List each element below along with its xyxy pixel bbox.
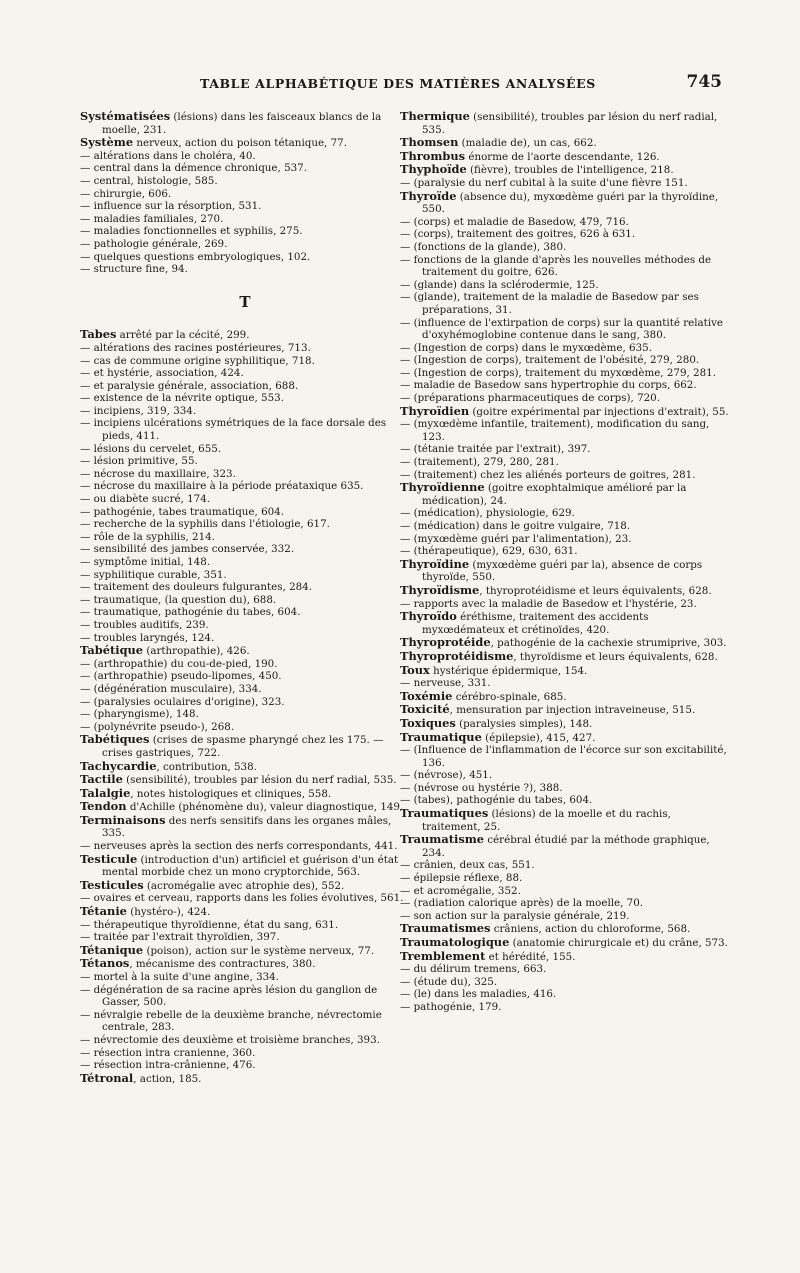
entry-text: — (myxœdème infantile, traitement), modification du sang, 123. [400, 418, 710, 443]
index-entry [400, 379, 730, 392]
index-entry [80, 892, 410, 905]
entry-text: — son action sur la paralysie générale, 219. [400, 909, 630, 922]
index-entry [80, 696, 410, 709]
entry-text: — rapports avec la maladie de Basedow et l'hystérie, 23. [400, 597, 697, 610]
index-entry [400, 963, 730, 976]
entry-text: — (Ingestion de corps), traitement du myxœdème, 279, 281. [400, 366, 716, 379]
index-entry [80, 392, 410, 405]
index-entry [80, 787, 410, 801]
index-entry [80, 1009, 410, 1034]
entry-text: — (polynévrite pseudo-), 268. [80, 720, 235, 733]
index-entry [400, 507, 730, 520]
entry-text: — (le) dans les maladies, 416. [400, 988, 557, 1001]
entry-keyword: Tendon [80, 799, 127, 814]
entry-text: — nerveuse, 331. [400, 677, 491, 690]
entry-text: — (tabes), pathogénie du tabes, 604. [400, 794, 593, 807]
index-entry [400, 136, 730, 150]
entry-keyword: Tétanie [80, 904, 127, 919]
entry-text: — crânien, deux cas, 551. [400, 859, 535, 872]
entry-text: — (Ingestion de corps), traitement de l'obésité, 279, 280. [400, 354, 700, 367]
index-entry [80, 263, 410, 276]
index-entry [400, 922, 730, 936]
index-entry [400, 1001, 730, 1014]
entry-text: énorme de l'aorte descendante, 126. [465, 150, 660, 163]
entry-text: — (myxœdème guéri par l'alimentation), 23. [400, 532, 632, 545]
index-entry [80, 480, 410, 493]
index-entry [80, 110, 410, 136]
entry-text: — (thérapeutique), 629, 630, 631. [400, 545, 578, 558]
index-entry [400, 317, 730, 342]
entry-keyword: Tabes [80, 327, 117, 342]
index-entry [80, 238, 410, 251]
entry-keyword: Testicules [80, 877, 144, 892]
index-entry [400, 533, 730, 546]
entry-text: — résection intra-crânienne, 476. [80, 1059, 256, 1072]
entry-text: — fonctions de la glande d'après les nouvelles méthodes de traitement du goitre, 626. [400, 253, 712, 279]
index-entry [400, 254, 730, 279]
entry-text: — maladie de Basedow sans hypertrophie du corps, 662. [400, 379, 697, 392]
entry-text: — chirurgie, 606. [80, 187, 172, 200]
entry-keyword: Tachycardie [80, 758, 157, 773]
entry-text: et hérédité, 155. [485, 950, 576, 963]
entry-text: — nécrose du maxillaire, 323. [80, 467, 236, 480]
index-group-t-left [80, 328, 410, 1085]
entry-keyword: Toxémie [400, 688, 453, 703]
index-entry [400, 872, 730, 885]
index-entry [80, 683, 410, 696]
entry-text: — (fonctions de la glande), 380. [400, 240, 567, 253]
entry-keyword: Terminaisons [80, 812, 166, 827]
entry-text: — (glande), traitement de la maladie de Basedow par ses préparations, 31. [400, 291, 699, 316]
entry-text: — (étude du), 325. [400, 975, 498, 988]
index-entry [400, 717, 730, 731]
index-entry [80, 443, 410, 456]
entry-text: — (influence de l'extirpation de corps) sur la quantité relative d'oxyhémoglobine contenue dans le sang, 380. [400, 316, 724, 342]
entry-text: — pathogénie, tabes traumatique, 604. [80, 505, 284, 518]
index-entry [80, 733, 410, 759]
entry-text: , thyroprotéidisme et leurs équivalents, 628. [479, 584, 712, 597]
entry-text: (introduction d'un) artificiel et guérison d'un état mental morbide chez un mono cryptorchide, 563. [102, 853, 399, 879]
entry-text: hystérique épidermique, 154. [429, 664, 588, 677]
index-entry [400, 291, 730, 316]
entry-text: (paralysies simples), 148. [455, 717, 593, 730]
index-entry [80, 506, 410, 519]
entry-keyword: Traumatisme [400, 832, 485, 847]
entry-keyword: Tétronal [80, 1070, 134, 1085]
index-entry [80, 919, 410, 932]
entry-text: — (médication) dans le goitre vulgaire, 718. [400, 520, 631, 532]
entry-text: — (Influence de l'inflammation de l'écorce sur son excitabilité, 136. [400, 744, 727, 769]
entry-text: — thérapeutique thyroïdienne, état du sang, 631. [80, 918, 339, 931]
index-entry [80, 606, 410, 619]
entry-text: (sensibilité), troubles par lésion du nerf radial, 535. [422, 111, 718, 136]
entry-text: — traumatique, (la question du), 688. [80, 593, 277, 606]
entry-text: — (arthropathie) du cou-de-pied, 190. [80, 657, 278, 670]
entry-text: — et paralysie générale, association, 688. [80, 379, 299, 392]
entry-text: — troubles auditifs, 239. [80, 618, 209, 631]
index-entry [80, 1072, 410, 1086]
entry-text: — altérations des racines postérieures, 713. [80, 341, 311, 354]
entry-text: — (préparations pharmaceutiques de corps), 720. [400, 392, 661, 405]
entry-keyword: Traumatismes [400, 921, 491, 936]
entry-text: — ou diabète sucré, 174. [80, 493, 211, 506]
index-entry [400, 769, 730, 782]
entry-keyword: Traumatique [400, 729, 482, 744]
index-entry [80, 670, 410, 683]
entry-text: (anatomie chirurgicale et) du crâne, 573. [509, 937, 728, 949]
entry-text: cérébro-spinale, 685. [452, 690, 567, 703]
index-entry [80, 944, 410, 958]
index-entry [80, 619, 410, 632]
entry-text: arrêté par la cécité, 299. [116, 329, 250, 342]
page-header [80, 72, 722, 96]
entry-text: — (névrose ou hystérie ?), 388. [400, 781, 563, 794]
index-entry [80, 760, 410, 774]
index-entry [80, 644, 410, 658]
index-entry [400, 418, 730, 443]
entry-text: éréthisme, traitement des accidents myxœdémateux et crétinoïdes, 420. [422, 611, 649, 636]
entry-keyword: Thyroprotéidisme [400, 648, 514, 663]
index-entry [80, 814, 410, 840]
entry-text: — troubles laryngés, 124. [80, 631, 215, 644]
entry-text: , mensuration par injection intraveineuse, 515. [449, 704, 696, 717]
entry-text: — mortel à la suite d'une angine, 334. [80, 971, 279, 983]
entry-keyword: Thyphoïde [400, 162, 467, 177]
entry-text: — quelques questions embryologiques, 102. [80, 250, 311, 263]
entry-text: — central, histologie, 585. [80, 174, 218, 187]
index-entry [80, 556, 410, 569]
entry-text: — maladies familiales, 270. [80, 212, 224, 225]
entry-text: — traitement des douleurs fulgurantes, 284. [80, 581, 312, 594]
entry-keyword: Toux [400, 662, 430, 677]
entry-text: — (radiation calorique après) de la moelle, 70. [400, 897, 644, 910]
entry-text: — (arthropathie) pseudo-lipomes, 450. [80, 670, 282, 683]
index-entry [400, 690, 730, 704]
entry-text: — du délirum tremens, 663. [400, 963, 547, 976]
entry-text: — dégénération de sa racine après lésion du ganglion de Gasser, 500. [80, 983, 378, 1009]
entry-text: (fièvre), troubles de l'intelligence, 218. [466, 164, 674, 177]
index-entry [80, 150, 410, 163]
entry-text: — altérations dans le choléra, 40. [80, 149, 256, 162]
entry-text: (lésions) dans les faisceaux blancs de la moelle, 231. [102, 111, 382, 136]
entry-keyword: Tremblement [400, 948, 486, 963]
entry-text: — traumatique, pathogénie du tabes, 604. [80, 606, 301, 619]
index-entry [80, 355, 410, 368]
index-entry [400, 936, 730, 950]
index-entry [400, 731, 730, 745]
entry-text: — nerveuses après la section des nerfs correspondants, 441. [80, 840, 398, 853]
entry-text: — résection intra cranienne, 360. [80, 1046, 256, 1059]
entry-text: , contribution, 538. [156, 760, 257, 773]
index-entry [400, 610, 730, 636]
entry-text: (poison), action sur le système nerveux, 77. [143, 944, 375, 957]
index-entry [400, 807, 730, 833]
index-entry [400, 443, 730, 456]
index-entry [400, 833, 730, 859]
entry-text: — et acromégalie, 352. [400, 884, 521, 897]
entry-text: (goitre expérimental par injections d'extrait), 55. [469, 405, 729, 418]
entry-text: — épilepsie réflexe, 88. [400, 872, 523, 885]
index-entry [400, 782, 730, 795]
index-entry [400, 976, 730, 989]
entry-keyword: Tétanique [80, 942, 144, 957]
entry-text: (hystéro-), 424. [126, 906, 211, 919]
entry-text: — sensibilité des jambes conservée, 332. [80, 543, 295, 556]
index-entry [80, 225, 410, 238]
index-entry [80, 367, 410, 380]
index-entry [400, 744, 730, 769]
index-entry [80, 905, 410, 919]
entry-keyword: Tabétiques [80, 732, 150, 747]
index-entry [400, 150, 730, 164]
entry-text: (acromégalie avec atrophie des), 552. [143, 879, 345, 892]
entry-keyword: Thermique [400, 109, 470, 123]
index-entry [400, 859, 730, 872]
index-entry [80, 342, 410, 355]
index-group-t-right [400, 110, 730, 1014]
entry-text: — rôle de la syphilis, 214. [80, 530, 215, 543]
entry-text: , action, 185. [133, 1072, 202, 1085]
index-entry [400, 228, 730, 241]
index-entry [80, 200, 410, 213]
entry-text: (myxœdème guéri par la), absence de corps thyroïde, 550. [422, 558, 703, 584]
index-entry [80, 1034, 410, 1047]
entry-text: (arthropathie), 426. [143, 645, 250, 658]
index-entry [80, 417, 410, 442]
entry-text: — (glande) dans la sclérodermie, 125. [400, 278, 599, 291]
index-entry [80, 380, 410, 393]
index-entry [400, 342, 730, 355]
entry-text: — névrectomie des deuxième et troisième branches, 393. [80, 1033, 380, 1046]
index-entry [80, 658, 410, 671]
entry-text: nerveux, action du poison tétanique, 77. [133, 137, 347, 150]
entry-text: — symptôme initial, 148. [80, 556, 211, 568]
entry-text: — incipiens ulcérations symétriques de la face dorsale des pieds, 411. [80, 417, 387, 443]
index-entry [400, 456, 730, 469]
index-entry [400, 664, 730, 678]
entry-keyword: Thyroprotéide [400, 635, 491, 650]
entry-text: cérébral étudié par la méthode graphique, 234. [422, 834, 710, 859]
entry-keyword: Tabétique [80, 643, 144, 658]
entry-text: — (névrose), 451. [400, 769, 493, 782]
entry-text: — névralgie rebelle de la deuxième branche, névrectomie centrale, 283. [80, 1008, 382, 1034]
entry-text: — ovaires et cerveau, rapports dans les folies évolutives, 561. [80, 892, 404, 905]
index-entry [80, 1047, 410, 1060]
entry-text: — (dégénération musculaire), 334. [80, 682, 262, 695]
entry-text: , mécanisme des contractures, 380. [129, 958, 316, 971]
entry-text: — structure fine, 94. [80, 263, 188, 276]
entry-text: — maladies fonctionnelles et syphilis, 275. [80, 225, 303, 238]
entry-text: — (tétanie traitée par l'extrait), 397. [400, 443, 591, 456]
entry-text: (absence du), myxœdème guéri par la thyroïdine, 550. [422, 190, 719, 216]
index-entry [80, 800, 410, 814]
entry-text: — (corps), traitement des goitres, 626 à 631. [400, 228, 636, 241]
index-entry [400, 367, 730, 380]
entry-text: — (paralysies oculaires d'origine), 323. [80, 695, 285, 708]
index-entry [80, 493, 410, 506]
entry-text: — (Ingestion de corps) dans le myxœdème, 635. [400, 341, 652, 354]
index-entry [400, 241, 730, 254]
entry-keyword: Tétanos [80, 956, 130, 971]
entry-keyword: Testicule [80, 851, 138, 866]
entry-keyword: Thomsen [400, 135, 459, 150]
entry-text: (crises de spasme pharyngé chez les 175. — crises gastriques, 722. [102, 734, 384, 759]
index-entry [80, 531, 410, 544]
entry-keyword: Toxicité [400, 702, 450, 717]
entry-keyword: Thrombus [400, 148, 466, 163]
index-entry [80, 162, 410, 175]
index-entry [80, 328, 410, 342]
entry-text: crâniens, action du chloroforme, 568. [490, 923, 691, 936]
index-entry [400, 897, 730, 910]
entry-text: — traitée par l'extrait thyroïdien, 397. [80, 931, 280, 944]
entry-keyword: Toxiques [400, 715, 456, 730]
index-entry [400, 584, 730, 598]
index-entry [80, 136, 410, 150]
index-entry [80, 251, 410, 264]
entry-text: , notes histologiques et cliniques, 558. [130, 787, 332, 800]
index-entry [80, 455, 410, 468]
entry-text: — (traitement) chez les aliénés porteurs de goitres, 281. [400, 468, 696, 481]
entry-text: — lésion primitive, 55. [80, 455, 198, 468]
index-entry [80, 708, 410, 721]
left-column [80, 110, 410, 1085]
index-entry [80, 879, 410, 893]
entry-keyword: Thyroïdienne [400, 480, 485, 495]
entry-text: — et hystérie, association, 424. [80, 367, 244, 380]
entry-keyword: Système [80, 135, 134, 150]
index-entry [400, 190, 730, 216]
index-entry [80, 518, 410, 531]
index-entry [400, 279, 730, 292]
entry-keyword: Thyroïdien [400, 403, 470, 418]
entry-text: (sensibilité), troubles par lésion du nerf radial, 535. [122, 774, 397, 787]
index-entry [80, 971, 410, 984]
entry-keyword: Systématisées [80, 109, 171, 123]
page-number: 745 [686, 72, 722, 92]
entry-text: — pathogénie, 179. [400, 1000, 502, 1013]
index-entry [80, 984, 410, 1009]
entry-text: — (paralysie du nerf cubital à la suite d'une fièvre 151. [400, 176, 688, 189]
index-entry [80, 773, 410, 787]
entry-keyword: Thyroïdo [400, 609, 457, 624]
entry-keyword: Thyroïdisme [400, 582, 480, 597]
index-entry [80, 853, 410, 879]
entry-keyword: Traumatiques [400, 806, 489, 821]
index-entry [80, 581, 410, 594]
entry-text: — (médication), physiologie, 629. [400, 507, 575, 520]
index-entry [400, 520, 730, 533]
entry-keyword: Talalgie [80, 785, 131, 800]
entry-text: — cas de commune origine syphilitique, 718. [80, 354, 315, 367]
index-entry [400, 650, 730, 664]
index-entry [80, 405, 410, 418]
index-entry [400, 703, 730, 717]
entry-keyword: Thyroïdine [400, 556, 470, 571]
index-entry [80, 468, 410, 481]
entry-text: , pathogénie de la cachexie strumiprive, 303. [490, 637, 727, 650]
entry-text: — syphilitique curable, 351. [80, 568, 227, 581]
entry-keyword: Traumatologique [400, 935, 510, 949]
index-entry [400, 163, 730, 177]
index-entry [80, 175, 410, 188]
entry-text: des nerfs sensitifs dans les organes mâles, 335. [102, 814, 392, 840]
running-title: TABLE ALPHABÉTIQUE DES MATIÈRES ANALYSÉES [200, 76, 596, 91]
entry-text: (maladie de), un cas, 662. [458, 137, 597, 150]
entry-text: d'Achille (phénomène du), valeur diagnostique, 149. [126, 801, 404, 814]
index-entry [400, 885, 730, 898]
entry-text: — pathologie générale, 269. [80, 237, 228, 250]
entry-text: — (corps) et maladie de Basedow, 479, 716. [400, 215, 629, 228]
index-entry [80, 213, 410, 226]
entry-text: — influence sur la résorption, 531. [80, 200, 262, 213]
index-group-s [80, 110, 410, 276]
index-entry [80, 188, 410, 201]
entry-keyword: Tactile [80, 772, 123, 787]
index-entry [400, 216, 730, 229]
entry-text: — existence de la névrite optique, 553. [80, 392, 284, 405]
index-entry [400, 110, 730, 136]
index-entry [80, 594, 410, 607]
entry-text: — (pharyngisme), 148. [80, 708, 199, 721]
entry-text: — central dans la démence chronique, 537. [80, 162, 307, 175]
section-letter: T [239, 292, 251, 311]
index-entry [80, 957, 410, 971]
index-entry [400, 481, 730, 507]
index-entry [400, 558, 730, 584]
entry-text: (lésions) de la moelle et du rachis, traitement, 25. [422, 808, 671, 833]
entry-text: — recherche de la syphilis dans l'étiologie, 617. [80, 518, 330, 531]
entry-text: — incipiens, 319, 334. [80, 404, 197, 417]
index-entry [400, 354, 730, 367]
index-entry [400, 988, 730, 1001]
right-column [400, 110, 730, 1014]
entry-text: (goitre exophtalmique amélioré par la médication), 24. [422, 482, 687, 507]
index-entry [80, 543, 410, 556]
index-entry [400, 636, 730, 650]
index-entry [400, 950, 730, 964]
entry-text: — (traitement), 279, 280, 281. [400, 456, 559, 469]
entry-keyword: Thyroïde [400, 188, 457, 203]
entry-text: — nécrose du maxillaire à la période préataxique 635. [80, 480, 364, 493]
index-entry [80, 569, 410, 582]
entry-text: , thyroïdisme et leurs équivalents, 628. [513, 650, 718, 663]
index-entry [400, 405, 730, 419]
entry-text: — lésions du cervelet, 655. [80, 442, 222, 455]
entry-text: (épilepsie), 415, 427. [481, 731, 596, 744]
